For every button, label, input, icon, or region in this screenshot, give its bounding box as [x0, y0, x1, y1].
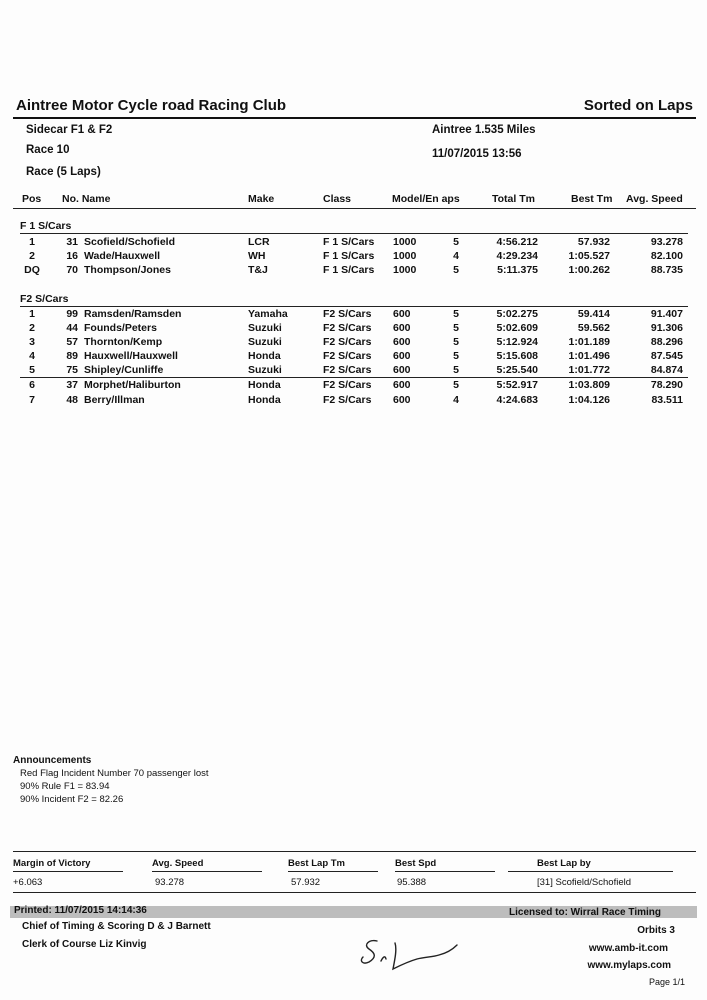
- value-best-lap-tm: 57.932: [291, 877, 321, 888]
- cell-laps: 5: [453, 350, 459, 362]
- summary-underline: [288, 871, 378, 872]
- licensed-to: Licensed to: Wirral Race Timing: [509, 907, 661, 918]
- table-row: [0, 379, 707, 393]
- cell-avg: 87.545: [650, 350, 683, 362]
- group-rule: [20, 306, 688, 307]
- cell-name: Ramsden/Ramsden: [84, 308, 182, 320]
- cell-model: 600: [393, 322, 411, 334]
- summary-underline: [395, 871, 495, 872]
- cell-total: 5:02.275: [496, 308, 538, 320]
- label-best-lap-tm: Best Lap Tm: [288, 858, 346, 869]
- clerk-of-course: Clerk of Course Liz Kinvig: [22, 939, 147, 950]
- cell-name: Berry/Illman: [84, 394, 145, 406]
- cell-total: 5:11.375: [497, 264, 538, 276]
- cell-model: 600: [393, 336, 411, 348]
- cell-no: 16: [66, 250, 78, 262]
- group-title: F2 S/Cars: [20, 293, 69, 305]
- cell-best: 1:03.809: [568, 379, 610, 391]
- summary-underline: [508, 871, 673, 872]
- cell-make: LCR: [248, 236, 270, 248]
- cell-total: 4:29.234: [496, 250, 538, 262]
- table-row: [0, 236, 707, 250]
- col-best: Best Tm: [571, 193, 613, 205]
- cell-total: 5:12.924: [496, 336, 538, 348]
- cell-best: 1:05.527: [568, 250, 610, 262]
- cell-best: 1:00.262: [568, 264, 610, 276]
- cell-make: Honda: [248, 379, 281, 391]
- col-class: Class: [323, 193, 352, 205]
- cell-model: 600: [393, 350, 411, 362]
- cell-avg: 78.290: [650, 379, 683, 391]
- cell-pos: 5: [29, 364, 35, 376]
- cell-avg: 91.306: [650, 322, 683, 334]
- value-margin: +6.063: [13, 877, 43, 888]
- cell-name: Hauxwell/Hauxwell: [84, 350, 178, 362]
- cell-avg: 91.407: [650, 308, 683, 320]
- cell-best: 59.414: [577, 308, 610, 320]
- cell-model: 600: [393, 379, 411, 391]
- url-amb: www.amb-it.com: [588, 943, 668, 954]
- cell-make: Suzuki: [248, 336, 282, 348]
- row-divider: [20, 377, 688, 378]
- cell-make: Yamaha: [248, 308, 288, 320]
- summary-underline: [13, 871, 123, 872]
- cell-make: Honda: [248, 394, 281, 406]
- cell-pos: 3: [29, 336, 35, 348]
- club-title: Aintree Motor Cycle road Racing Club: [16, 97, 287, 114]
- cell-no: 31: [66, 236, 78, 248]
- cell-laps: 5: [453, 236, 459, 248]
- cell-no: 44: [66, 322, 78, 334]
- table-row: [0, 264, 707, 278]
- announcements-title: Announcements: [13, 755, 92, 766]
- cell-class: F 1 S/Cars: [323, 264, 375, 276]
- label-avg-speed: Avg. Speed: [152, 858, 204, 869]
- cell-laps: 5: [453, 379, 459, 391]
- cell-total: 5:25.540: [496, 364, 538, 376]
- cell-model: 1000: [393, 236, 417, 248]
- cell-pos: 4: [29, 350, 35, 362]
- label-best-lap-by: Best Lap by: [537, 858, 591, 869]
- cell-name: Morphet/Haliburton: [84, 379, 181, 391]
- cell-make: Suzuki: [248, 322, 282, 334]
- col-pos: Pos: [22, 193, 42, 205]
- col-total: Total Tm: [492, 193, 535, 205]
- cell-model: 600: [393, 394, 411, 406]
- chief-of-timing: Chief of Timing & Scoring D & J Barnett: [22, 921, 211, 932]
- cell-laps: 5: [453, 308, 459, 320]
- cell-no: 37: [66, 379, 78, 391]
- cell-no: 75: [66, 364, 78, 376]
- value-best-lap-by: [31] Scofield/Schofield: [537, 877, 632, 888]
- cell-laps: 4: [453, 394, 459, 406]
- label-best-spd: Best Spd: [395, 858, 437, 869]
- cell-pos: 2: [29, 322, 35, 334]
- cell-no: 57: [66, 336, 78, 348]
- cell-no: 99: [66, 308, 78, 320]
- cell-avg: 88.296: [650, 336, 683, 348]
- cell-laps: 5: [453, 322, 459, 334]
- race-laps: Race (5 Laps): [26, 166, 101, 178]
- cell-pos: 2: [29, 250, 35, 262]
- cell-total: 4:24.683: [496, 394, 538, 406]
- announcement-line: 90% Incident F2 = 82.26: [20, 794, 124, 805]
- cell-pos: 7: [29, 394, 35, 406]
- cell-total: 4:56.212: [496, 236, 538, 248]
- cell-pos: 1: [29, 236, 35, 248]
- cell-class: F2 S/Cars: [323, 350, 372, 362]
- sort-label: Sorted on Laps: [583, 97, 693, 114]
- cell-class: F2 S/Cars: [323, 336, 372, 348]
- signature: [355, 935, 465, 980]
- cell-laps: 4: [453, 250, 459, 262]
- event-name: Sidecar F1 & F2: [26, 124, 113, 136]
- cell-avg: 84.874: [650, 364, 683, 376]
- cell-make: Suzuki: [248, 364, 282, 376]
- cell-total: 5:15.608: [496, 350, 538, 362]
- announcement-line: 90% Rule F1 = 83.94: [20, 781, 110, 792]
- value-avg-speed: 93.278: [155, 877, 185, 888]
- table-row: [0, 322, 707, 336]
- cell-best: 1:01.496: [568, 350, 610, 362]
- page-number: Page 1/1: [648, 977, 685, 987]
- cell-no: 89: [66, 350, 78, 362]
- cell-model: 600: [393, 308, 411, 320]
- table-row: [0, 308, 707, 322]
- cell-class: F2 S/Cars: [323, 364, 372, 376]
- cell-avg: 93.278: [650, 236, 683, 248]
- cell-pos: 1: [29, 308, 35, 320]
- cell-avg: 83.511: [651, 394, 683, 406]
- printed-timestamp: Printed: 11/07/2015 14:14:36: [14, 905, 147, 916]
- table-row: [0, 350, 707, 364]
- cell-avg: 88.735: [650, 264, 683, 276]
- cell-laps: 5: [453, 336, 459, 348]
- label-margin: Margin of Victory: [13, 858, 91, 869]
- cell-pos: DQ: [24, 264, 40, 276]
- summary-bottom-rule: [13, 892, 696, 893]
- url-mylaps: www.mylaps.com: [587, 960, 671, 971]
- cell-make: Honda: [248, 350, 281, 362]
- header-rule: [13, 117, 696, 119]
- race-datetime: 11/07/2015 13:56: [432, 148, 522, 160]
- group-title: F 1 S/Cars: [20, 220, 72, 232]
- cell-best: 59.562: [577, 322, 610, 334]
- cell-model: 600: [393, 364, 411, 376]
- cell-name: Wade/Hauxwell: [84, 250, 161, 262]
- cell-make: WH: [248, 250, 266, 262]
- summary-underline: [152, 871, 262, 872]
- orbits-version: Orbits 3: [637, 925, 675, 936]
- table-row: [0, 250, 707, 264]
- cell-name: Thornton/Kemp: [84, 336, 163, 348]
- cell-no: 70: [66, 264, 78, 276]
- cell-total: 5:02.609: [496, 322, 538, 334]
- race-number: Race 10: [26, 144, 70, 156]
- cell-model: 1000: [393, 264, 417, 276]
- cell-class: F2 S/Cars: [323, 379, 372, 391]
- cell-class: F 1 S/Cars: [323, 236, 375, 248]
- cell-class: F2 S/Cars: [323, 322, 372, 334]
- table-row: [0, 394, 707, 408]
- col-avg: Avg. Speed: [626, 193, 683, 205]
- cell-avg: 82.100: [650, 250, 683, 262]
- summary-rule: [13, 851, 696, 852]
- cell-model: 1000: [393, 250, 417, 262]
- colhdr-rule: [13, 208, 696, 209]
- col-no-name: No. Name: [62, 193, 111, 205]
- col-model-laps: Model/En aps: [392, 193, 460, 205]
- value-best-spd: 95.388: [397, 877, 427, 888]
- cell-class: F2 S/Cars: [323, 308, 372, 320]
- cell-best: 57.932: [577, 236, 610, 248]
- cell-make: T&J: [248, 264, 268, 276]
- cell-name: Founds/Peters: [84, 322, 157, 334]
- col-make: Make: [248, 193, 275, 205]
- cell-name: Thompson/Jones: [84, 264, 171, 276]
- cell-best: 1:04.126: [568, 394, 610, 406]
- cell-name: Scofield/Schofield: [84, 236, 176, 248]
- circuit-name: Aintree 1.535 Miles: [432, 124, 536, 136]
- cell-best: 1:01.772: [568, 364, 610, 376]
- cell-no: 48: [66, 394, 78, 406]
- cell-total: 5:52.917: [496, 379, 538, 391]
- cell-name: Shipley/Cunliffe: [84, 364, 164, 376]
- cell-pos: 6: [29, 379, 35, 391]
- announcement-line: Red Flag Incident Number 70 passenger lost: [20, 768, 209, 779]
- table-row: [0, 336, 707, 350]
- cell-class: F2 S/Cars: [323, 394, 372, 406]
- table-row: [0, 364, 707, 378]
- group-rule: [20, 233, 688, 234]
- cell-laps: 5: [453, 264, 459, 276]
- cell-laps: 5: [453, 364, 459, 376]
- cell-class: F 1 S/Cars: [323, 250, 375, 262]
- cell-best: 1:01.189: [568, 336, 610, 348]
